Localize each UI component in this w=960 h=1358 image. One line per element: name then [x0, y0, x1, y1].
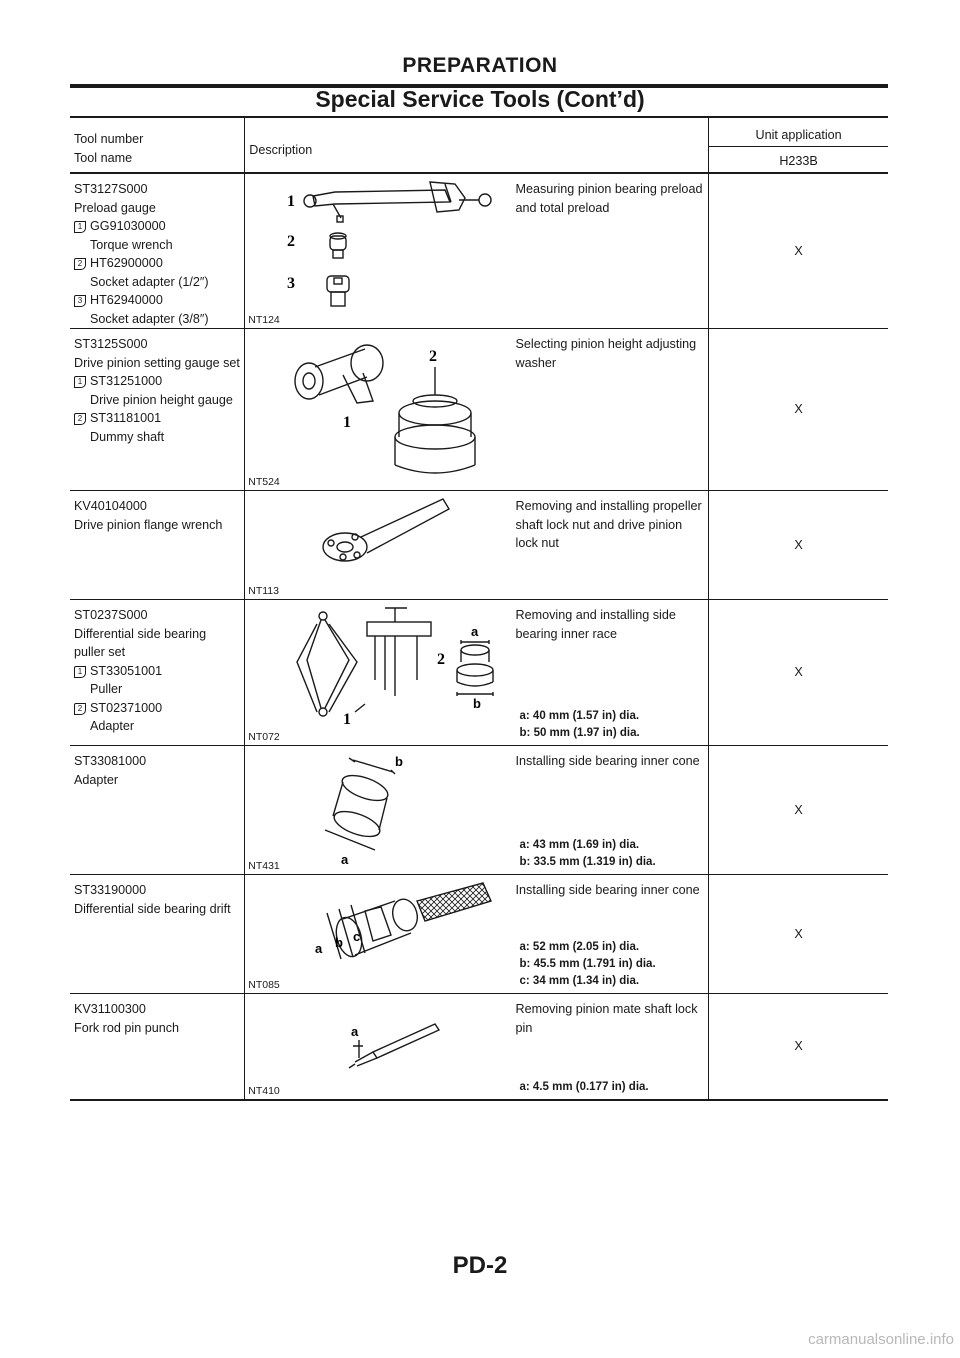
sub-tool-name: Puller: [90, 682, 123, 696]
sub-tool-number: HT62940000: [90, 293, 163, 307]
table-header-row: [70, 117, 888, 147]
tool-name: Drive pinion setting gauge set: [74, 355, 240, 370]
dimension-list: [520, 939, 656, 990]
header-tool-name: Tool name: [74, 150, 133, 165]
illustration-cell: [245, 746, 512, 875]
tool-description: Selecting pinion height adjusting washer: [515, 337, 697, 370]
illustration-code: NT124: [248, 314, 280, 326]
dimension-a: a: 4.5 mm (0.177 in) dia.: [519, 1081, 649, 1093]
tool-name: Adapter: [74, 772, 119, 787]
dimension-a: a: 52 mm (2.05 in) dia.: [519, 941, 640, 953]
bearing-adapter-illustration: [245, 746, 514, 874]
dimension-a-label: a: [351, 1024, 359, 1039]
header-unit-application: Unit application: [709, 117, 888, 147]
illustration-cell: [245, 491, 512, 600]
dimension-a-label: a: [471, 624, 479, 639]
pinion-gauge-set-illustration: [245, 329, 514, 491]
watermark: carmanualsonline.info: [808, 1331, 954, 1348]
item-number-badge: 2: [74, 703, 86, 715]
dimension-list: [520, 708, 640, 742]
dimension-c: c: 34 mm (1.34 in) dia.: [519, 975, 640, 987]
item-number-badge: 2: [74, 258, 86, 270]
dimension-b: b: 45.5 mm (1.791 in) dia.: [519, 958, 656, 970]
sub-tool-1: [74, 662, 240, 699]
sub-tool-name: Socket adapter (1/2″): [90, 274, 209, 289]
tool-number: KV40104000: [74, 499, 147, 513]
item-number-badge: 1: [74, 221, 86, 233]
illustration-cell: [245, 329, 512, 491]
description-cell: [512, 746, 709, 875]
header-tool-cell: [70, 117, 245, 173]
torque-wrench-set-illustration: [245, 174, 514, 329]
unit-application-cell: [709, 600, 888, 746]
sub-tool-2: [74, 699, 240, 736]
illustration-cell: [245, 600, 512, 746]
tool-cell: [70, 875, 245, 994]
dimension-b: b: 50 mm (1.97 in) dia.: [519, 727, 640, 739]
tool-description: Installing side bearing inner cone: [515, 883, 700, 897]
unit-mark: X: [794, 243, 803, 258]
sub-tool-2: [74, 254, 240, 291]
header-description-label: Description: [249, 143, 313, 157]
table-row: [70, 875, 888, 994]
illustration-code: NT072: [248, 731, 280, 743]
tool-number: ST0237S000: [74, 608, 148, 622]
tool-name: Differential side bearing puller set: [74, 626, 207, 659]
tool-cell: [70, 329, 245, 491]
header-model: H233B: [709, 147, 888, 174]
tool-cell: [70, 746, 245, 875]
flange-wrench-illustration: [245, 491, 514, 600]
tool-cell: [70, 994, 245, 1101]
tool-name: Fork rod pin punch: [74, 1020, 180, 1035]
dimension-a: a: 40 mm (1.57 in) dia.: [519, 710, 640, 722]
sub-tool-name: Socket adapter (3/8″): [90, 311, 209, 326]
callout-2-label: 2: [287, 233, 296, 250]
item-number-badge: 3: [74, 295, 86, 307]
description-wrap: [516, 606, 705, 745]
tool-number: ST3125S000: [74, 337, 148, 351]
sub-tool-1: [74, 217, 240, 254]
tool-number: ST33190000: [74, 883, 147, 897]
tool-number: ST33081000: [74, 754, 147, 768]
callout-1-label: 1: [287, 193, 296, 210]
sub-tool-1: [74, 372, 240, 409]
description-wrap: [516, 881, 705, 993]
illustration-code: NT085: [248, 979, 280, 991]
dimension-a: a: 43 mm (1.69 in) dia.: [519, 839, 640, 851]
description-cell: [512, 875, 709, 994]
callout-3-label: 3: [287, 275, 296, 292]
description-cell: [512, 994, 709, 1101]
illustration-code: NT410: [248, 1085, 280, 1097]
table-row: [70, 994, 888, 1101]
dimension-b-label: b: [395, 754, 404, 769]
description-cell: [512, 600, 709, 746]
unit-application-cell: [709, 875, 888, 994]
description-wrap: [516, 752, 705, 874]
unit-mark: X: [794, 402, 803, 417]
dimension-b-label: b: [473, 696, 482, 711]
tool-cell: [70, 491, 245, 600]
unit-mark: X: [794, 665, 803, 680]
dimension-list: [520, 1079, 649, 1096]
item-number-badge: 1: [74, 376, 86, 388]
unit-application-cell: [709, 746, 888, 875]
unit-application-cell: [709, 329, 888, 491]
description-cell: [512, 329, 709, 491]
table-row: [70, 173, 888, 329]
header-description: [245, 117, 709, 173]
bearing-puller-illustration: [245, 600, 514, 745]
item-number-badge: 2: [74, 413, 86, 425]
illustration-cell: [245, 994, 512, 1101]
sub-tool-2: [74, 409, 240, 446]
bearing-drift-illustration: [245, 875, 514, 993]
sub-tool-3: [74, 291, 240, 328]
tool-number: KV31100300: [74, 1002, 146, 1016]
unit-mark: X: [794, 537, 803, 552]
callout-1-label: 1: [343, 711, 352, 728]
tool-number: ST3127S000: [74, 182, 148, 196]
page-number: PD-2: [452, 1252, 508, 1279]
illustration-code: NT431: [248, 860, 280, 872]
table-row: [70, 746, 888, 875]
page-header: [0, 54, 960, 78]
tool-description: Measuring pinion bearing preload and total preload: [515, 182, 703, 215]
description-cell: [512, 173, 709, 329]
pin-punch-illustration: [245, 994, 514, 1099]
callout-1-label: 1: [343, 414, 352, 431]
dimension-b: b: 33.5 mm (1.319 in) dia.: [519, 856, 656, 868]
unit-application-cell: [709, 994, 888, 1101]
table-row: [70, 491, 888, 600]
illustration-cell: [245, 875, 512, 994]
callout-2-label: 2: [429, 348, 438, 365]
table-row: [70, 329, 888, 491]
sub-tool-name: Torque wrench: [90, 237, 173, 252]
unit-mark: X: [794, 802, 803, 817]
tool-cell: [70, 600, 245, 746]
callout-2-label: 2: [437, 651, 446, 668]
sub-tool-number: HT62900000: [90, 256, 163, 270]
sub-tool-name: Adapter: [90, 719, 135, 733]
sub-tool-name: Dummy shaft: [90, 429, 165, 444]
page-title: Special Service Tools (Cont’d): [315, 86, 645, 112]
item-number-badge: 1: [74, 666, 86, 678]
illustration-cell: [245, 173, 512, 329]
sub-tool-number: ST31251000: [90, 374, 163, 388]
dimension-a-label: a: [341, 852, 349, 867]
tool-name: Preload gauge: [74, 200, 156, 215]
header-tool-number: Tool number: [74, 132, 144, 146]
unit-application-cell: [709, 173, 888, 329]
dimension-list: [520, 837, 656, 871]
dimension-c-label: c: [353, 929, 361, 944]
illustration-code: NT113: [248, 585, 279, 597]
tool-name: Differential side bearing drift: [74, 901, 231, 916]
sub-tool-number: ST31181001: [90, 411, 162, 425]
special-service-tools-table: [70, 116, 888, 1101]
sub-tool-number: GG91030000: [90, 219, 166, 233]
unit-mark: X: [794, 1039, 803, 1054]
tool-description: Removing and installing side bearing inner race: [515, 608, 676, 641]
unit-mark: X: [794, 926, 803, 941]
sub-tool-name: Drive pinion height gauge: [90, 392, 233, 407]
tool-description: Removing and installing propeller shaft lock nut and drive pinion lock nut: [515, 499, 702, 550]
dimension-a-label: a: [315, 941, 323, 956]
table-row: [70, 600, 888, 746]
tool-description: Removing pinion mate shaft lock pin: [515, 1002, 698, 1035]
sub-tool-number: ST33051001: [90, 663, 163, 678]
dimension-b-label: b: [335, 935, 344, 950]
description-wrap: [516, 1000, 705, 1099]
description-cell: [512, 491, 709, 600]
section-title: PREPARATION: [402, 54, 558, 77]
unit-application-cell: [709, 491, 888, 600]
tool-description: Installing side bearing inner cone: [515, 754, 700, 768]
illustration-code: NT524: [248, 476, 280, 488]
tool-name: Drive pinion flange wrench: [74, 517, 223, 532]
tool-cell: [70, 173, 245, 329]
sub-tool-number: ST02371000: [90, 700, 163, 715]
